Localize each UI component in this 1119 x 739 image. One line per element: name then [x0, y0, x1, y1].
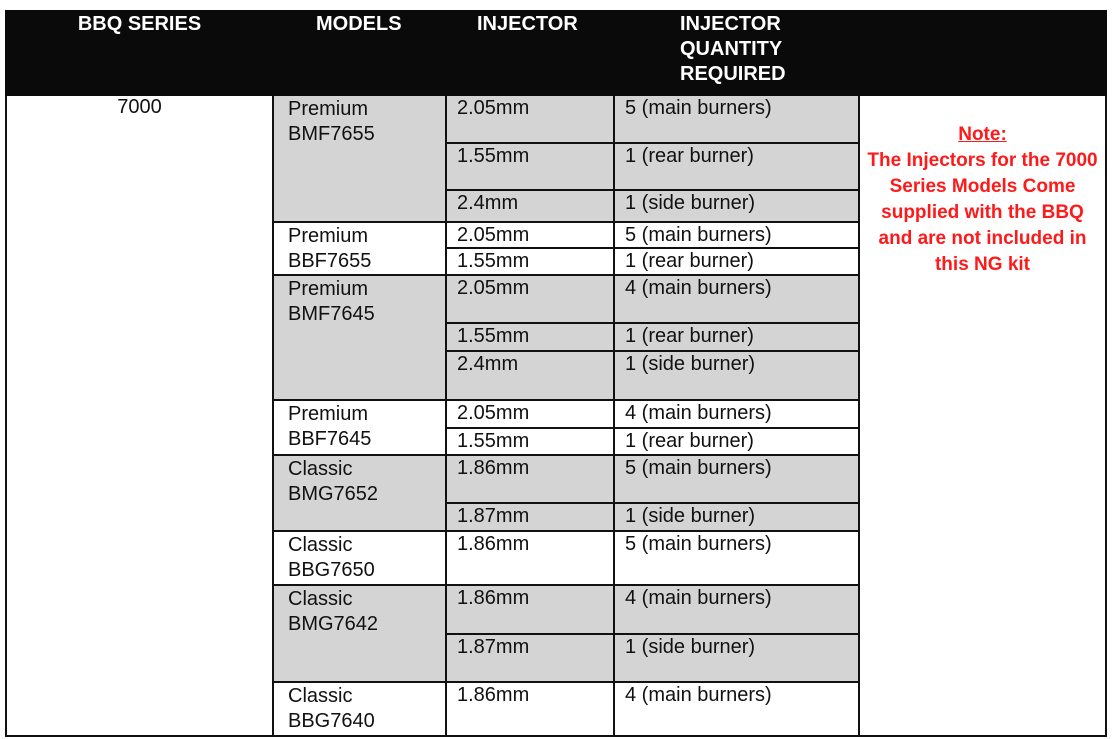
injector-cell: 1.86mm	[446, 531, 614, 585]
injector-cell: 1.86mm	[446, 585, 614, 634]
note-title: Note:	[958, 124, 1007, 145]
model-cell: Premium BBF7645	[273, 400, 446, 455]
model-cell: Premium BMF7645	[273, 275, 446, 400]
quantity-cell: 5 (main burners)	[614, 95, 859, 143]
header-models: MODELS	[273, 11, 446, 95]
injector-table	[5, 10, 1107, 737]
model-cell: Premium BBF7655	[273, 222, 446, 275]
injector-cell: 2.05mm	[446, 222, 614, 248]
quantity-cell: 4 (main burners)	[614, 275, 859, 323]
injector-cell: 1.55mm	[446, 428, 614, 455]
model-cell: Classic BBG7640	[273, 682, 446, 736]
quantity-cell: 1 (side burner)	[614, 190, 859, 222]
injector-cell: 1.87mm	[446, 503, 614, 531]
quantity-cell: 1 (rear burner)	[614, 428, 859, 455]
model-cell: Premium BMF7655	[273, 95, 446, 222]
quantity-cell: 5 (main burners)	[614, 531, 859, 585]
injector-cell: 2.4mm	[446, 351, 614, 400]
quantity-cell: 4 (main burners)	[614, 682, 859, 736]
header-row	[6, 11, 1106, 95]
quantity-cell: 1 (rear burner)	[614, 143, 859, 190]
injector-cell: 2.05mm	[446, 95, 614, 143]
model-cell: Classic BMG7642	[273, 585, 446, 682]
table-row	[6, 95, 1106, 143]
injector-cell: 2.4mm	[446, 190, 614, 222]
note-cell	[859, 95, 1106, 736]
injector-cell: 2.05mm	[446, 400, 614, 428]
quantity-cell: 1 (side burner)	[614, 503, 859, 531]
injector-cell: 1.55mm	[446, 143, 614, 190]
header-injector: INJECTOR	[446, 11, 614, 95]
header-blank	[859, 11, 1106, 95]
quantity-cell: 4 (main burners)	[614, 400, 859, 428]
quantity-cell: 4 (main burners)	[614, 585, 859, 634]
injector-cell: 1.86mm	[446, 455, 614, 503]
injector-cell: 2.05mm	[446, 275, 614, 323]
injector-cell: 1.55mm	[446, 323, 614, 351]
header-quantity: INJECTOR QUANTITY REQUIRED	[614, 11, 859, 95]
injector-cell: 1.86mm	[446, 682, 614, 736]
quantity-cell: 1 (rear burner)	[614, 248, 859, 275]
quantity-cell: 5 (main burners)	[614, 455, 859, 503]
injector-cell: 1.55mm	[446, 248, 614, 275]
quantity-cell: 5 (main burners)	[614, 222, 859, 248]
injector-cell: 1.87mm	[446, 634, 614, 682]
note-body: The Injectors for the 7000 Series Models Come supplied with the BBQ and are not included in this NG kit	[867, 150, 1098, 275]
model-cell: Classic BBG7650	[273, 531, 446, 585]
quantity-cell: 1 (side burner)	[614, 634, 859, 682]
quantity-cell: 1 (rear burner)	[614, 323, 859, 351]
series-cell: 7000	[6, 95, 273, 736]
model-cell: Classic BMG7652	[273, 455, 446, 531]
header-series: BBQ SERIES	[6, 11, 273, 95]
quantity-cell: 1 (side burner)	[614, 351, 859, 400]
